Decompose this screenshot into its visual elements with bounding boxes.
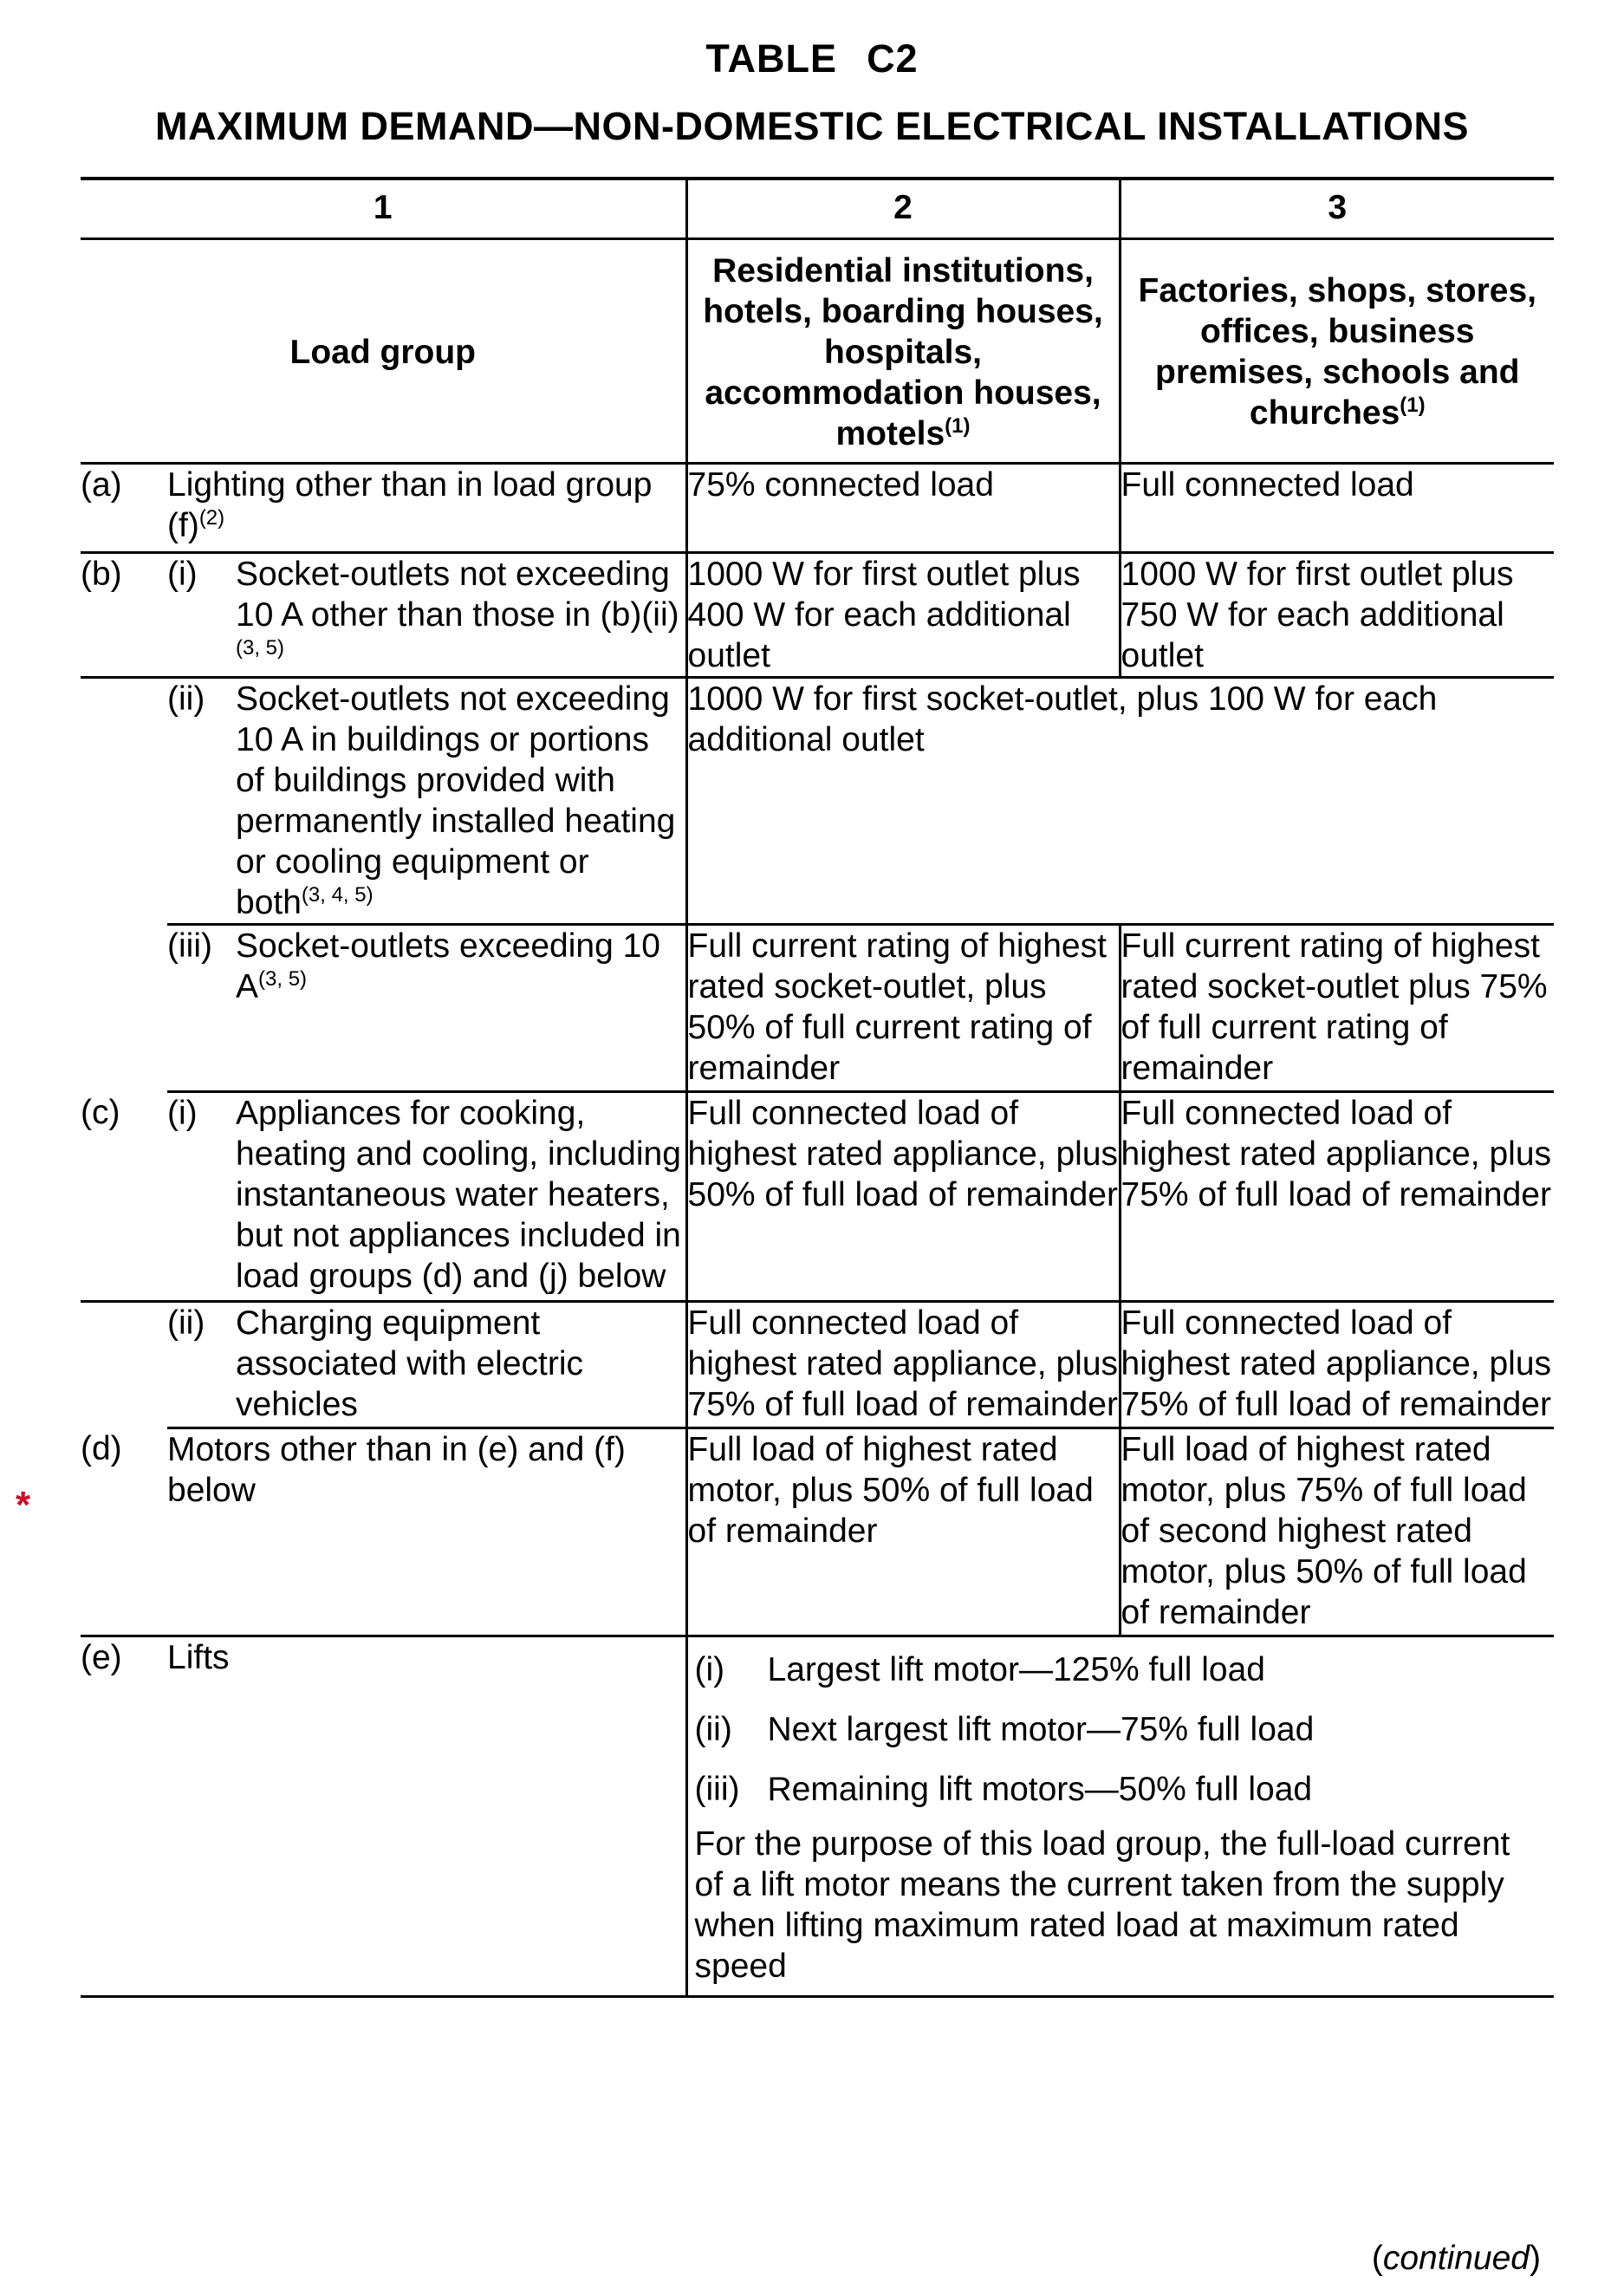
column-heading-row (81, 239, 1554, 464)
row-desc-d: Motors other than in (e) and (f) below (167, 1428, 686, 1636)
row-c-ii-col2: Full connected load of highest rated appliance, plus 75% of full load of remainder (686, 1302, 1120, 1428)
column-number-row (81, 177, 1554, 239)
row-a-col3: Full connected load (1120, 464, 1554, 553)
table-number (0, 36, 1624, 81)
table-id: C2 (867, 36, 919, 81)
row-d-col3: Full load of highest rated motor, plus 75% of full load of second highest rated motor, plus 50% of full load of remainder (1120, 1428, 1554, 1636)
col-heading-factories: Factories, shops, stores, offices, business premises, schools and churches$^{(1)}$ (1120, 239, 1554, 464)
amendment-marker: * (16, 1484, 31, 1526)
table-row-c-ii (81, 1302, 1554, 1428)
row-label-b: (b) (81, 553, 167, 678)
table-row-d (81, 1428, 1554, 1636)
lift-item: (iii) Remaining lift motors—50% full load (694, 1771, 1313, 1808)
table-title: MAXIMUM DEMAND—NON-DOMESTIC ELECTRICAL INSTALLATIONS (155, 104, 1469, 148)
col-number-2: 2 (686, 177, 1120, 239)
row-desc-b-iii: Socket-outlets exceeding 10 A$^{(3, 5)}$ (236, 925, 686, 1092)
lift-note: For the purpose of this load group, the full-load current of a lift motor means the current taken from the supply when lifting maximum rated load at maximum rated speed (694, 1825, 1510, 1985)
max-demand-table (81, 177, 1554, 1998)
lift-item: (i) Largest lift motor—125% full load (694, 1651, 1265, 1688)
col-heading-load-group: Load group (81, 239, 686, 464)
table-word: TABLE (705, 36, 838, 81)
row-b-ii-col23: 1000 W for first socket-outlet, plus 100 W for each additional outlet (686, 678, 1554, 925)
row-desc-b-ii: Socket-outlets not exceeding 10 A in buildings or portions of buildings provided with permanently installed heating or cooling equipment or both$^{(3, 4, 5)}$ (236, 678, 686, 925)
row-c-i-col2: Full connected load of highest rated appliance, plus 50% of full load of remainder (686, 1092, 1120, 1302)
row-label-e: (e) (81, 1636, 167, 1997)
row-desc-e: Lifts (167, 1636, 686, 1997)
lift-item: (ii) Next largest lift motor—75% full load (694, 1711, 1315, 1748)
table-row-b-i (81, 553, 1554, 678)
row-sub-c-i: (i) (167, 1092, 236, 1302)
continued-note: (continued) (1371, 2240, 1541, 2277)
row-desc-c-i: Appliances for cooking, heating and cooling, including instantaneous water heaters, but not appliances included in load groups (d) and (j) below (236, 1092, 686, 1302)
row-sub-b-ii: (ii) (167, 678, 236, 925)
row-label-c: (c) (81, 1092, 167, 1302)
row-sub-b-iii: (iii) (167, 925, 236, 1092)
col-number-3: 3 (1120, 177, 1554, 239)
table-row-e (81, 1636, 1554, 1997)
row-b-iii-col3: Full current rating of highest rated socket-outlet plus 75% of full current rating of remainder (1120, 925, 1554, 1092)
row-b-i-col2: 1000 W for first outlet plus 400 W for each additional outlet (686, 553, 1120, 678)
row-label-a: (a) (81, 464, 167, 553)
row-sub-c-ii: (ii) (167, 1302, 236, 1428)
row-label-d: (d) (81, 1428, 167, 1636)
row-a-col2: 75% connected load (686, 464, 1120, 553)
row-d-col2: Full load of highest rated motor, plus 50% of full load of remainder (686, 1428, 1120, 1636)
row-e-col23 (686, 1636, 1554, 1997)
row-c-ii-col3: Full connected load of highest rated appliance, plus 75% of full load of remainder (1120, 1302, 1554, 1428)
table-row-b-iii (81, 925, 1554, 1092)
row-desc-c-ii: Charging equipment associated with electric vehicles (236, 1302, 686, 1428)
table-row-a (81, 464, 1554, 553)
table-row-b-ii (81, 678, 1554, 925)
row-c-i-col3: Full connected load of highest rated appliance, plus 75% of full load of remainder (1120, 1092, 1554, 1302)
row-desc-a: Lighting other than in load group $(f)^{(2)}$ (167, 464, 686, 553)
row-sub-b-i: (i) (167, 553, 236, 678)
row-desc-b-i: Socket-outlets not exceeding 10 A other than those in (b)(ii)$^{(3, 5)}$ (236, 553, 686, 678)
table-row-c-i (81, 1092, 1554, 1302)
row-b-iii-col2: Full current rating of highest rated socket-outlet, plus 50% of full current rating of remainder (686, 925, 1120, 1092)
col-number-1: 1 (81, 177, 686, 239)
row-b-i-col3: 1000 W for first outlet plus 750 W for each additional outlet (1120, 553, 1554, 678)
col-heading-residential: Residential institutions, hotels, boarding houses, hospitals, accommodation houses, motels$^{(1)}$ (686, 239, 1120, 464)
